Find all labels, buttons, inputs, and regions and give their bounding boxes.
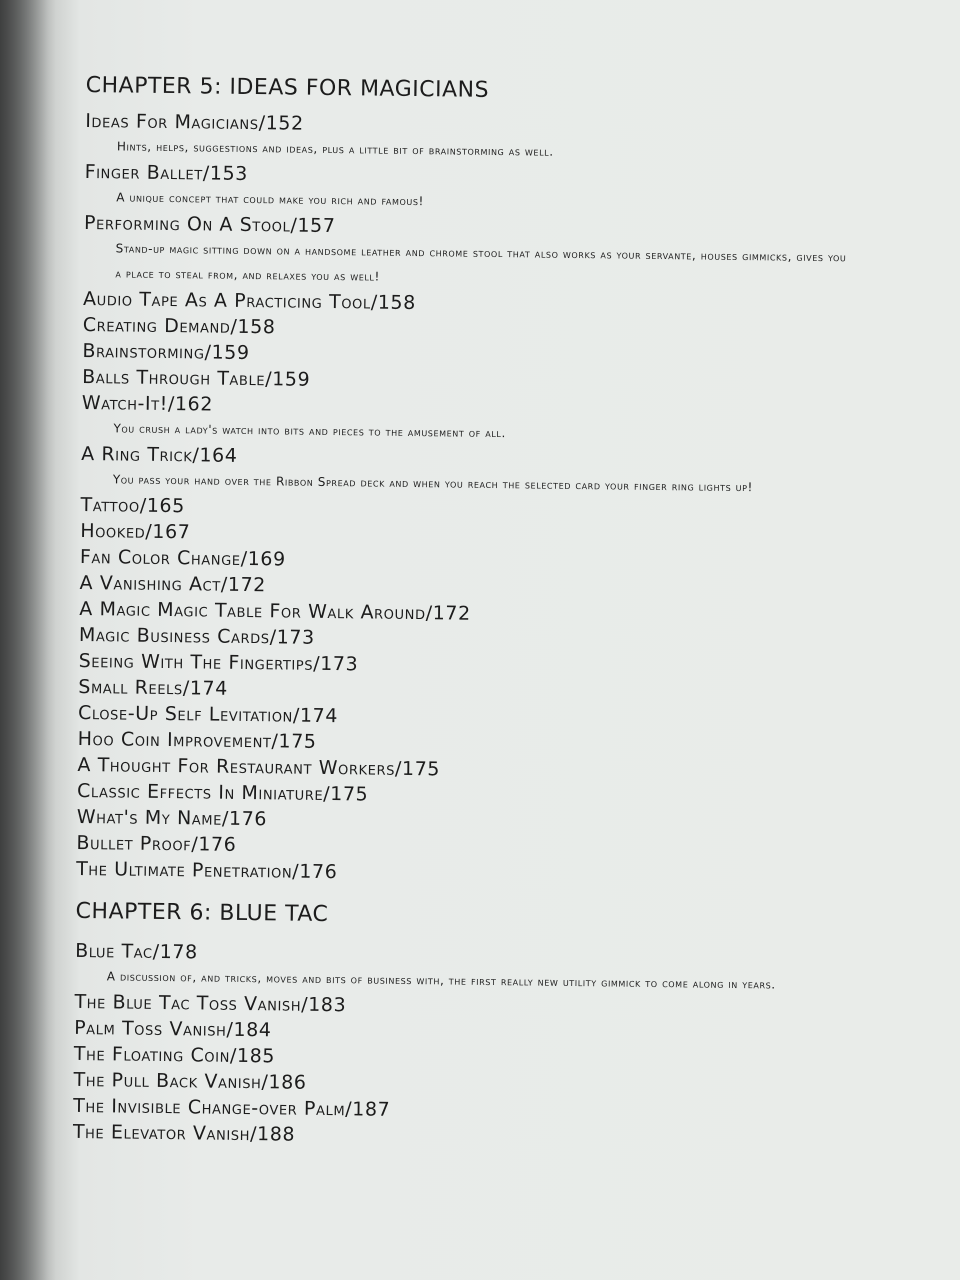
entry-title: A Vanishing Act/172 [79, 571, 267, 597]
entry-title: Magic Business Cards/173 [78, 623, 315, 649]
entry-title: Performing On A Stool/157 [83, 211, 336, 238]
entry-title: Hoo Coin Improvement/175 [77, 727, 317, 753]
entry-title: Ideas For Magicians/152 [85, 109, 304, 135]
entry-title: Small Reels/174 [78, 675, 228, 700]
entry-title: The Invisible Change-over Palm/187 [73, 1094, 391, 1121]
entry-description: Stand-up magic sitting down on a handsome leather and chrome stool that also works as your servante, houses gimmicks, gives you a place to steal from, and relaxes you as well! [115, 241, 847, 284]
entry-title: Brainstorming/159 [82, 339, 250, 365]
entry-title: Blue Tac/178 [75, 939, 198, 964]
entry-title: Creating Demand/158 [82, 313, 276, 339]
entry-title: Audio Tape As A Practicing Tool/158 [82, 287, 416, 315]
toc-entry [83, 210, 904, 296]
entry-title: The Blue Tac Toss Vanish/183 [74, 990, 347, 1017]
entry-title: The Floating Coin/185 [73, 1042, 276, 1068]
entry-title: Classic Effects In Miniature/175 [76, 779, 369, 806]
entry-title: Balls Through Table/159 [82, 365, 311, 391]
entry-title: The Ultimate Penetration/176 [76, 857, 338, 884]
entry-title: The Pull Back Vanish/186 [73, 1068, 307, 1094]
entry-title: Tattoo/165 [80, 493, 185, 518]
entry-title: A Magic Magic Table For Walk Around/172 [79, 597, 471, 625]
entry-title: What's My Name/176 [76, 805, 268, 831]
entry-description: A unique concept that could make you rich and famous! [116, 190, 425, 209]
entry-title: Hooked/167 [80, 519, 191, 544]
entry-title: A Ring Trick/164 [81, 442, 238, 467]
entry-title: Seeing With The Fingertips/173 [78, 649, 359, 676]
entry-description: You pass your hand over the Ribbon Spread deck and when you reach the selected card your finger ring lights up! [112, 472, 754, 495]
entry-title: Fan Color Change/169 [79, 545, 286, 571]
entry-title: The Elevator Vanish/188 [72, 1120, 296, 1146]
entry-title: Bullet Proof/176 [76, 831, 237, 856]
entry-title: A Thought For Restaurant Workers/175 [77, 753, 441, 781]
entry-title: Finger Ballet/153 [84, 160, 249, 185]
entry-title: Close-Up Self Levitation/174 [77, 701, 339, 728]
chapter-heading: CHAPTER 6: BLUE TAC [75, 898, 329, 928]
chapter-heading: CHAPTER 5: IDEAS FOR MAGICIANS [85, 72, 490, 103]
entry-title: Watch-It!/162 [81, 391, 214, 416]
table-of-contents [73, 62, 906, 1155]
toc-entry [81, 441, 902, 502]
entry-description: You crush a lady's watch into bits and pieces to the amusement of all. [113, 421, 507, 441]
entry-description: A discussion of, and tricks, moves and bits of business with, the first really new utility gimmick to come along in years. [106, 969, 776, 992]
entry-title: Palm Toss Vanish/184 [74, 1016, 272, 1042]
entry-description: Hints, helps, suggestions and ideas, plus a little bit of brainstorming as well. [116, 139, 554, 159]
